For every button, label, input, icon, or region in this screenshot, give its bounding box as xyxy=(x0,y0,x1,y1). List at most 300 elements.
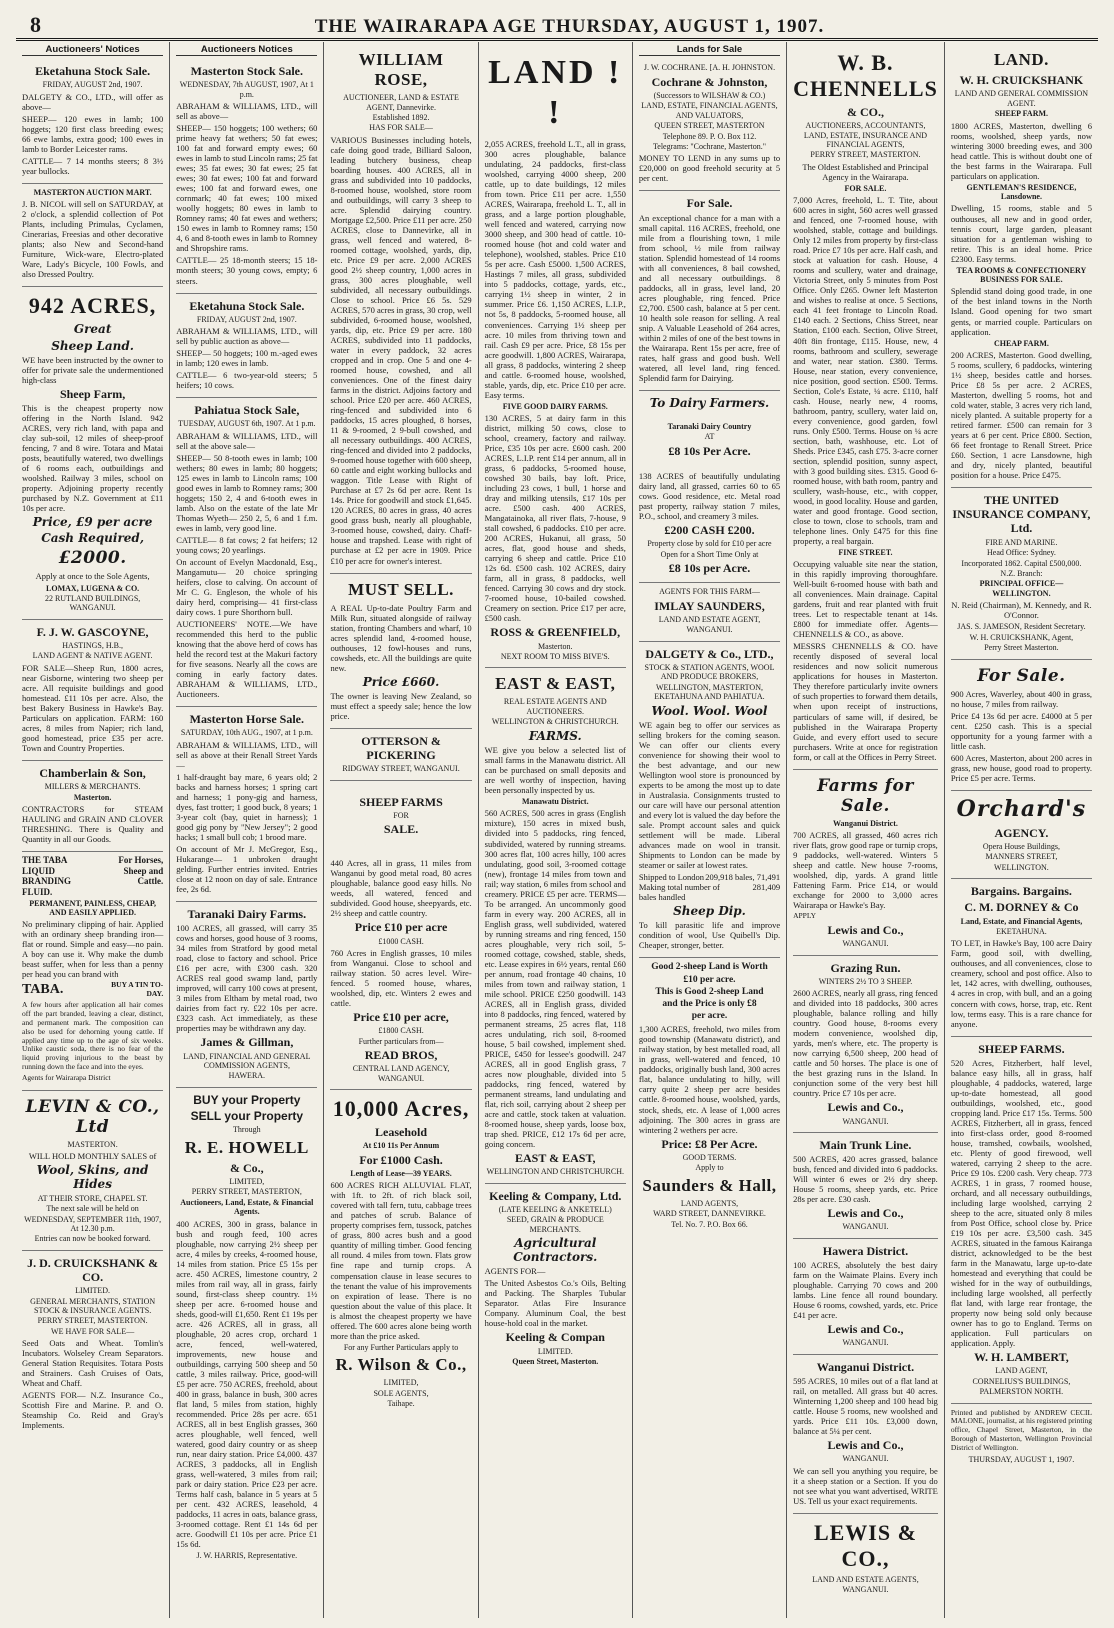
ad-subhead: WELLINGTON, MASTERTON, EKETAHUNA AND PAHIATUA. xyxy=(654,682,765,702)
ad-subhead: Length of Lease—39 YEARS. xyxy=(350,1168,452,1178)
ad-agent: IMLAY SAUNDERS, xyxy=(654,598,765,613)
ad-headline: SELL your Property xyxy=(190,1108,304,1123)
stats-value: 281,409 xyxy=(752,882,781,893)
ad-body: AGENTS FOR— N.Z. Insurance Co., Scottish Fire and Marine. P. and O. Steamship Co. Reid and Gray's Implements. xyxy=(22,1390,164,1431)
spacer xyxy=(639,412,780,421)
section-head: Auctioneers' Notices xyxy=(22,44,163,56)
ad-body: On account of Mr J. McGregor, Esq., Hukarange— 1 unbroken draught gelding. Further entries invited. Entries close at 12 noon on day of sale. Entrance fee, 2s 6d. xyxy=(176,843,318,895)
ad-for-sale xyxy=(639,191,780,390)
ad-body: 600 Acres, Masterton, about 200 acres in grass, new house, good road to property. Price £5 per acre. Terms. xyxy=(950,752,1093,783)
ad-subhead: N.Z. Branch: xyxy=(1000,568,1043,578)
ad-body: SHEEP— 50 hoggets; 100 m.-aged ewes in lamb; 120 ewes in lamb. xyxy=(176,348,318,369)
ad-body: The Oldest Established and Principal Agency in the Wairarapa. xyxy=(802,161,929,182)
ad-sheep-farms xyxy=(951,1037,1092,1404)
ad-east-east xyxy=(485,668,626,1183)
ad-body: We can sell you anything you require, be it a sheep station or a Section. If you do not see what you want advertised, WRITE US. Tell us your exact requirements. xyxy=(793,1465,938,1506)
ad-body: 700 ACRES, all grassed, 460 acres rich river flats, grow good rape or turnip crops, 9 paddocks, well-watered. Winters 5 sheep and cattle. New house 7-rooms, woolshed, dip, yards. A grand little Fattening Farm. Price £14, or would exchange for 2000 to 3,000 acres Wairarapa or Hawke's Bay. xyxy=(793,830,938,911)
ad-title: AGENCY. xyxy=(994,825,1049,840)
ad-body: CATTLE— 6 two-year-old steers; 5 heifers; 10 cows. xyxy=(176,370,318,391)
ad-body: 2600 ACRES, nearly all grass, ring fenced and divided into 18 paddocks, 300 acres ploughable, balance rolling and hilly country. Good house, 8-rooms every modern convenience, woolshed dip, yards, men's where, etc. The property is now carrying 6,500 sheep, 200 head of cattle and 50 horses. The place is one of the best grazing runs in the Island. In conjunction some of the very best hill country. Price £7 10s per acre. xyxy=(793,988,938,1099)
ad-subhead: FOR xyxy=(393,810,409,820)
ad-must-sell xyxy=(330,574,471,729)
spacer xyxy=(639,460,780,469)
ad-town: EKETAHUNA. xyxy=(996,926,1047,936)
ad-headline: LAND ! ! xyxy=(488,54,623,132)
ad-body: For any Further Particulars apply to xyxy=(343,1342,459,1352)
ad-subhead: AGENTS FOR THIS FARM— xyxy=(659,587,760,597)
masthead xyxy=(16,8,1098,41)
taba-left: THE TABA LIQUID BRANDING FLUID. xyxy=(22,855,72,897)
taba-brand xyxy=(22,981,163,999)
ad-william-rose xyxy=(330,44,471,574)
ad-body: J. B. NICOL will sell on SATURDAY, at 2 o'clock, a splendid collection of Pot Plants, including Primulas, Cyclamen, Cinerarias, Freesias and other decorative plants; also New and Second-hand Furniture, Wick-ware, Electro-plated Ware, Lady's Bicycle, 100 Fowls, and also Dressed Poultry. xyxy=(22,199,164,280)
ad-body: MONEY TO LEND in any sums up to £20,000 on good freehold security at 5 per cent. xyxy=(638,153,781,184)
column-6 xyxy=(787,42,945,1618)
ad-farms-for-sale xyxy=(793,770,938,956)
ad-price: Price £10 per acre xyxy=(354,920,448,935)
ad-body: To kill parasitic life and improve condition of wool, Use Quibell's Dip. Cheaper, stronger, better. xyxy=(638,920,781,951)
ad-subhead: WELLINGTON & CHRISTCHURCH. xyxy=(491,717,619,727)
ad-gascoyne xyxy=(22,620,163,761)
ad-price: £2000. xyxy=(58,548,127,569)
ad-body: ABRAHAM & WILLIAMS, LTD., will sell as above— xyxy=(176,101,318,122)
ad-subhead: GENTLEMAN'S RESIDENCE, Lansdowne. xyxy=(966,182,1077,202)
ad-body: Seed Oats and Wheat. Tomlin's Incubators. Wolseley Cream Separators. General Station Requisites. Totara Posts and Strainers. Cash Cruises of Oats, Wheat and Chaff. xyxy=(22,1338,164,1389)
ad-body: 138 ACRES of beautifully undulating dairy land, all grassed, carries 60 to 65 cows. Good residence, etc. Metal road past property, railway station 7 miles, P.O., school, and creamery 3 miles. xyxy=(638,471,781,522)
ad-levin xyxy=(22,1091,163,1251)
ad-subhead: LAND AGENT & NATIVE AGENT. xyxy=(32,651,153,661)
ad-title: Pahiatua Stock Sale, xyxy=(194,403,300,418)
ad-subhead: Manawatu District. xyxy=(521,797,589,807)
ad-body: The owner is leaving New Zealand, so must effect a speedy sale; hence the low price. xyxy=(330,690,472,721)
ad-sheep-farms xyxy=(330,781,471,1091)
ad-subhead: HASTINGS, H.B., xyxy=(62,640,123,650)
ad-headline: 942 ACRES, xyxy=(28,293,157,319)
ad-imlay-saunders xyxy=(639,583,780,641)
ad-subhead: Head Office: Sydney. xyxy=(986,548,1056,558)
ad-address: PERRY STREET, MASTERTON, xyxy=(191,1187,302,1197)
ad-title: To Dairy Farmers. xyxy=(649,395,770,410)
ad-body: 2,055 ACRES, freehold L.T., all in grass, 300 acres ploughable, balance undulating, 24 paddocks, first-class woolshed, carrying 4000 sheep, 200 cattle, up to date buildings, 12 miles from town. Price £11 per acre. 1,550 ACRES, Wairarapa, freehold L. T., all in grass, and a large portion ploughable, well fenced and watered, carrying now 3000 sheep, and 300 head of cattle. 10-roomed house (hot and cold water and telephone), woolshed, stables. Price £10 5s per acre. Cash £5000. 1,500 ACRES, Hastings 7 miles, all grass, subdivided into 5 paddocks, cottage, yards, etc., carrying 1½ sheep in winter, 2 in summer. Price £6. 1,150 ACRES, L.I.P., not 5s, 8 paddocks, 5-roomed house, all conveniences. Carrying 1½ sheep per acre. 10 miles from thriving town and rail. Cash £9 per acre. Price, £8 15s per acre goodwill. 1,800 ACRES, Wairarapa, all grass, 8 paddocks, wintering 2 sheep and cattle. 6-roomed house, woolshed, stable, yards, dip, etc. Price £10 per acre. Easy terms. xyxy=(484,139,626,400)
ad-eketahuna-stock-sale xyxy=(22,59,163,184)
ad-body: No preliminary clipping of hair. Applied with an ordinary sheep branding iron—flat or round. Simple and easy—no pain. A boy can use it. Why make the dumb beast suffer, when for less than a penny per head you can brand with xyxy=(22,919,164,980)
ad-agent: Saunders & Hall, xyxy=(642,1175,777,1195)
ad-subhead: Through xyxy=(233,1125,261,1135)
ad-body: 500 ACRES, 420 acres grassed, balance bush, fenced and divided into 6 paddocks. Will winter 6 ewes or 2½ dry sheep. House 5 rooms, sheep yards, etc. Price 28s per acre. £30 cash. xyxy=(793,1154,938,1205)
ad-cruickshank-land xyxy=(951,44,1092,488)
ad-address: PERRY STREET, MASTERTON. xyxy=(37,1316,148,1326)
ad-body: 440 Acres, all in grass, 11 miles from Wanganui by good metal road, 80 acres ploughable, balance good easy hills. No weeds, all watered, fenced and subdivided. Good house, sheepyards, etc. 2½ sheep and cattle country. xyxy=(330,858,472,919)
ad-subhead: LIMITED. xyxy=(75,1286,111,1296)
ad-body: MESSRS CHENNELLS & CO. have recently disposed of several local residences and now solicit numerous applications for houses in Masterton. They therefore particularly invite owners of such properties to forward them details, when upon receipt of instructions, particulars of same will, if desired, be published in the Wairarapa Property Guide, and every effort used to secure purchasers. Write at once for registration form, or call at the Offices in Perry Street. xyxy=(793,641,938,762)
ad-title: Hawera District. xyxy=(822,1243,909,1258)
ad-subhead: WINTERS 2½ TO 3 SHEEP. xyxy=(818,976,913,986)
ad-subhead: TEA ROOMS & CONFECTIONERY BUSINESS FOR SALE. xyxy=(956,265,1087,285)
ad-address: Perry Street Masterton. xyxy=(984,643,1059,653)
ad-title: SHEEP FARMS. xyxy=(978,1041,1065,1056)
ad-body: CATTLE— 8 fat cows; 2 fat heifers; 12 young cows; 20 yearlings. xyxy=(176,534,318,555)
ad-subhead: LAND AGENT, xyxy=(995,1366,1048,1376)
ad-title: THE UNITED INSURANCE COMPANY, Ltd. xyxy=(952,493,1091,536)
ad-title: MUST SELL. xyxy=(348,579,454,599)
ad-body: 560 ACRES, 500 acres in grass (English mixture), 150 acres in mixed bush, divided into 5 paddocks, ring fenced, subdivided, watered by running streams. 300 acres flat, 100 acres hilly, 100 acres undulating, good soil, 3-roomed cottage (new), frontage 14 miles from town and rail; way station, 6 miles from school and creamery. PRICE £5 per acre. TERMS—To be arranged. An uncommonly good farm in every way. 200 ACRES, all in English grass, well subdivided, watered by running streams and ring fenced, 150 acres ploughable, very rich soil, 5-roomed cottage, cowshed, stable, sheds, etc. Lease expires in 6½ years, rental £60 per annum, road frontage 40 chains, 10 miles from town and railway station, 1 mile school. PRICE £250 goodwill. 143 ACRES, all in English grass, divided into 8 paddocks, ring fenced, watered by permanent streams, 25 acres flat, 118 acres undulating, rich soil, 8-roomed house, 5 bail cowshed, implement shed. PRICE, £450 for lessee's goodwill. 247 ACRES, all in good English grass, 7 acres now ploughable, divided into 5 paddocks, ring fenced, watered by permanent streams, land undulating and flat, rich soil, carrying about 2 sheep per acre and cattle, stock taken at valuation. 8-roomed house, sheep yards, loose box, trap shed. PRICE, £12 17s 6d per acre, going concern. xyxy=(484,808,626,1149)
column-3 xyxy=(324,42,478,1618)
ad-address: QUEEN STREET, MASTERTON xyxy=(654,121,765,131)
ad-title: Masterton Horse Sale. xyxy=(189,712,304,727)
ad-body: A few hours after application all hair comes off the part branded, leaving a clear, distinct, and permanent mark. The composition can also be used for dehorning young cattle. If applied any time up to the age of six weeks. Unlike caustic soda, there is no fear of the liquid proving injurious to the beast by running down the face and into the eyes. xyxy=(22,1000,164,1072)
ad-town: WANGANUI. xyxy=(686,625,733,635)
ad-body: 595 ACRES, 10 miles out of a flat land at rail, on metalled. All grass but 40 acres. Winterning 1,200 sheep and 100 head big cattle. House 5 rooms, new woolshed and yards. Price £11 10s. £3,000 down, balance at 5¼ per cent. xyxy=(793,1375,938,1436)
ad-subhead: LAND AND GENERAL COMMISSION AGENT. xyxy=(954,89,1089,108)
ad-title: SALE. xyxy=(383,822,419,837)
ad-cash: £1000 CASH. xyxy=(378,936,424,946)
ad-title: & Co., xyxy=(229,1160,264,1175)
ad-headline: Good 2-sheep Land is Worth xyxy=(651,962,768,973)
ad-title: Eketahuna Stock Sale. xyxy=(35,64,151,79)
ad-price: Price £10 per acre, xyxy=(353,1010,449,1025)
ad-subhead: SEED, GRAIN & PRODUCE MERCHANTS. xyxy=(506,1215,604,1234)
ad-subhead: Agricultural Contractors. xyxy=(513,1236,598,1265)
ad-subhead: LAND, ESTATE, FINANCIAL AGENTS, AND VALUATORS, xyxy=(641,101,778,120)
ad-title: Farms for Sale. xyxy=(817,775,914,816)
ad-subhead: FOR SALE. xyxy=(844,183,887,193)
ad-town: MASTERTON. xyxy=(67,1139,118,1149)
ad-town: Masterton. xyxy=(73,792,112,802)
ad-town: HAWERA. xyxy=(228,1071,266,1081)
ad-agent: W. H. LAMBERT, xyxy=(974,1350,1069,1365)
ad-phone: Tel. No. 7. P.O. Box 66. xyxy=(671,1219,748,1229)
ad-orchards-agency xyxy=(951,791,1092,879)
section-head: Auctioneers Notices xyxy=(176,44,317,56)
ad-town: WELLINGTON. xyxy=(994,862,1049,872)
ad-cash: £1800 CASH. xyxy=(378,1026,424,1036)
ad-942-acres xyxy=(22,287,163,619)
ad-body: 760 Acres in English grasses, 10 miles from Wanganui. Close to school and railway station. 50 acres level. Wire-fenced. 5 roomed house, whares, woolshed, dip, etc. Winters 2 ewes and cattle. xyxy=(330,948,472,1009)
ad-subhead: HAS FOR SALE— xyxy=(369,123,433,133)
ad-title: SHEEP FARMS xyxy=(359,794,443,809)
imprint-text: Printed and published by ANDREW CECIL MALONE, journalist, at his registered printing office, Chapel Street, Masterton, in the Borough of Masterton, Wellington Provincial District of Wellington. xyxy=(950,1407,1093,1452)
ad-subhead: LAND AND ESTATE AGENTS, xyxy=(812,1574,919,1584)
ad-subhead: Sheep Farm, xyxy=(59,386,126,401)
ad-subhead: JAS. S. JAMESON, Resident Secretary. xyxy=(957,622,1086,632)
ad-pahiatua-stock-sale xyxy=(176,398,317,707)
ad-chamberlain xyxy=(22,761,163,852)
ad-cochrane-johnston xyxy=(639,59,780,191)
ad-subhead: LIMITED, xyxy=(383,1378,419,1388)
ad-town: WANGANUI. xyxy=(842,1222,889,1232)
imprint xyxy=(951,1404,1092,1471)
ad-subhead: FARMS. xyxy=(528,728,582,743)
ad-subhead: GENERAL MERCHANTS, STATION STOCK & INSURANCE AGENTS. xyxy=(30,1296,156,1315)
ad-dalgety xyxy=(639,642,780,959)
ad-town: WANGANUI. xyxy=(842,939,889,949)
ad-body: On account of Evelyn Macdonald, Esq., Mangamutu— 20 choice springing heifers, close to calving. On account of Mr C. G. Engleson, the whole of his dairy herd, comprising— 41 first-class dairy cows. 1 pure Shorthorn bull. xyxy=(176,556,318,618)
ad-body: WE again beg to offer our services as selling brokers for the coming season. We can offer our clients every convenience for showing their wool to the best advantage, and our new Wellington wool store is pronounced by experts to be among the most up to date in Australasia. Consignments trusted to our care will have our personal attention and every lot is valued the day before the sale. Prompt account sales and quick settlement will be made. Liberal advances made on wool in transit. Shipments to London can be made by steamer or sailer at lowest rates. xyxy=(638,719,781,871)
ad-body: ABRAHAM & WILLIAMS, LTD., will sell by public auction as above— xyxy=(176,326,318,347)
ad-body: 520 Acres, Fitzherbert, half level, balance easy hills, all in grass, half ploughable, 4 paddocks, watered, large up-to-date homestead, all good outbuildings, woolshed, etc., good cropping land. Price £17 15s. Terms. 500 ACRES, Fitzherbert, all in grass, fenced into first-class order, good 8-roomed house, tramshed, cowbails, woolshed, etc. Plenty of good firewood, well watered, carrying 2 sheep to the acre. Price £9 10s. £200 cash. Very cheap. 773 ACRES, 1 in grass, 7 roomed house, orchard, and all necessary outbuildings, including large woolshed, carrying 2 sheep to the acre, situated only 8 miles from Post Office, school close by. Price £19 10s per acre. £3,500 cash. 345 ACRES, situated in the famous Kairanga district, acknowledged to be the best farm in the Manawatu, large up-to-date homestead and everything that could be wished for in the way of outbuildings, including large woolshed, all perfectly flat land, with large rear frontage, the property now being sold only because owner has to go to England. Terms on application. Full particulars on application. Apply. xyxy=(950,1057,1093,1349)
ad-subhead: REAL ESTATE AGENTS AND AUCTIONEERS. xyxy=(503,697,607,716)
ad-agent: Keeling & Compan xyxy=(505,1330,605,1345)
ad-body: SHEEP— 150 hoggets; 100 wethers; 60 prime heavy fat wethers; 50 fat ewes; 100 fat and forward empty ewes; 60 ewes in lamb to stud Lincoln rams; 25 fat ewes; 35 fat ewes; 30 fat ewes; 25 fat ewes; 30 fat ewes; 100 fat and forward ewes; 100 fat and forward ewes, one cornmark; 40 fat ewes; 100 mixed woolly hoggets; 80 ewes in lamb to Romney rams; 40 fat ewes and wethers; 150 ewes in lamb to Romney rams; 150 4, 6 and 8-tooth ewes in lamb to Romney and Shropshire rams. xyxy=(176,123,318,254)
column-4 xyxy=(479,42,633,1618)
newspaper-title: THE WAIRARAPA AGE THURSDAY, AUGUST 1, 1907. xyxy=(314,16,825,37)
ad-subhead: Leasehold xyxy=(375,1125,428,1140)
ad-title: MASTERTON AUCTION MART. xyxy=(33,187,152,197)
ad-town: WANGANUI. xyxy=(842,1338,889,1348)
ad-subhead: Incorporated 1862. Capital £500,000. xyxy=(961,558,1082,568)
ad-good-2-sheep-land xyxy=(639,958,780,1235)
ad-10000-acres xyxy=(330,1090,471,1414)
ad-town: WANGANUI. xyxy=(842,1116,889,1126)
ad-headline: £10 per acre. xyxy=(683,974,736,985)
ad-title: Keeling & Company, Ltd. xyxy=(489,1188,622,1203)
ad-town: Taihape. xyxy=(387,1398,415,1408)
ad-taranaki-dairy-farms xyxy=(176,902,317,1088)
ad-subhead: SOLE AGENTS, xyxy=(373,1388,429,1398)
ad-body: 7,000 Acres, freehold, L. T. Tite, about 600 acres in sight, 560 acres well grassed and fenced, one 7-roomed house, with woolshed, stable, cottage and buildings. Only 12 miles from property by first-class road. Price £7 10s per acre. Half cash, and stock at valuation for cash. House, 4 rooms and scullery, water and drainage, Victoria Street, only 5 minutes from Post Office. Only £265. Owner left Masterton and wishes to realise at once. 5 Sections, each 41 feet frontage to Lincoln Road. £140 each. 2 Sections, Chiss Street, near Station, £100 each. Section, Olive Street, 40ft 8in frontage, £115. House, new, 4 rooms, bathroom and scullery, sewerage and water, near station. £380. Terms. House, near station, every convenience, nice position, good section. £500. Terms. Section, Cole's Estate, ¼ acre. £110, half cash. House, nearly new, 4 rooms, bathroom, pantry, scullery, water laid on, every convenience, good garden, fowl runs. Only £500. Terms. House on ¼ acre section, bath, washhouse, etc. Lot of Sheds. Price £345, cash £75. 3-acre corner section, splendid position, sunny aspect, with 3 good building sites. £315. Good 6-roomed house, with bath room, pantry and scullery, wash-house, etc., with copper, wood, in good locality. House and garden, water and good frontage. Good section, close to town, close to schools, tram and telephone lines. Only £475 for this fine property, a real bargain. xyxy=(793,195,938,546)
ad-lewis-co xyxy=(793,1514,938,1601)
ad-agent: Lewis and Co., xyxy=(827,1437,904,1452)
ad-hawera-district xyxy=(793,1239,938,1355)
ad-body: WE give you below a selected list of small farms in the Manawatu district. All can be purchased on small deposits and are well worthy of inspection, having been personally inspected by us. xyxy=(484,744,626,795)
ad-agent: EAST & EAST, xyxy=(514,1150,596,1165)
ad-agent: READ BROS, xyxy=(364,1048,438,1063)
ad-date: FRIDAY, AUGUST 2nd, 1907. xyxy=(42,80,143,90)
ad-body: 400 ACRES, 300 in grass, balance in bush and rough feed, 100 acres ploughable, now carrying 2½ sheep per acre, 4 miles by creeks, 4-roomed house, 14 miles from station. Price £5 15s per acre. 450 ACRES, limestone country, 2 miles from rail way, all in grass, fairly sound, first-class sheep country. 1½ sheep per acre. 6-roomed house and sheds, good-will £1,650. Rent £1 19s per acre. 426 ACRES, all in grass, all ploughable, 20 acres crop, orchard 1 acre, fenced, well-watered, improvements, new house and outbuildings, carrying 500 sheep and 50 cattle, 3 miles railway. Price, good-will £5 per acre. 750 ACRES, freehold, about 400 in grass, balance in bush, 300 acres flat land, 5 miles from station, highly recommended. Price 28s per acre. 651 ACRES, all in best English grasses, 360 acres ploughable, well fenced, well watered, good dairy country or as sheep run, near dairy station. Price £4,000. 437 ACRES, 3 paddocks, all in English grass, well-watered, 3 miles from rail; park or dairy station. Price £23 per acre. Terms half cash, balance in 5 years at 5 per cent. 432 ACRES, leasehold, 4 paddocks, 11 acres in oats, balance grass, 3-roomed cottage. Rent £1 14s 6d per acre. Goodwill £1 10s per acre. Price £1 15s 6d. xyxy=(176,1218,318,1550)
ad-body: This is the cheapest property now offering in the North Island. 942 ACRES, very rich land, with papa and clay sub-soil, 12 miles of sheep-proof fencing, 7 and 8 wire. Totara and Matai posts, beautifully watered, two dwellings of 6 rooms each, outbuildings and woolshed. Railway 3 miles, school on property. Adjoining property recently purchased by N.Z. Government at £11 10s per acre. xyxy=(22,402,164,514)
ad-body: CATTLE— 25 18-month steers; 15 18-month steers; 30 young cows, empty; 6 steers. xyxy=(176,255,318,286)
ad-subhead: LIMITED, xyxy=(229,1176,265,1186)
ad-body: DALGETY & CO., LTD., will offer as above— xyxy=(22,91,164,112)
ad-phone: Telephone 89. P. O. Box 112. xyxy=(662,131,757,141)
ad-title: WILLIAM ROSE, xyxy=(358,50,444,90)
taba-tagline: PERMANENT, PAINLESS, CHEAP, AND EASILY APPLIED. xyxy=(29,898,156,917)
ad-subhead: WE HAVE FOR SALE— xyxy=(51,1326,135,1336)
ad-title: R. E. HOWELL xyxy=(184,1137,309,1157)
ad-agent: James & Gillman, xyxy=(200,1035,294,1050)
ad-body: AUCTIONEERS' NOTE.—We have recommended this herd to the public knowing that the above herd of cows has held the record test at the Makuri factory for five seasons. Nearly all the cows are coming in early factory dates. ABRAHAM & WILLIAMS, LTD., Auctioneers. xyxy=(176,619,318,700)
ad-title: F. J. W. GASCOYNE, xyxy=(36,624,149,639)
ad-body: 100 ACRES, all grassed, will carry 35 cows and horses, good house of 3 rooms, 34 miles from Stratford by good metal road, close to factory and school. Price £16 per acre, with £300 cash. 320 ACRES real good swamp land, partly improved, will carry 100 cows at present, 3 miles from Eltham by metal road, two dairies from fact ry. £22 10s per acre. £323 cash. Act immediately, as these properties may be withdrawn any day. xyxy=(176,923,318,1034)
taba-header xyxy=(22,855,163,897)
ad-masterton-horse-sale xyxy=(176,707,317,902)
ad-body: 1,300 ACRES, freehold, two miles from good township (Manawatu district), and railway station, by best metalled road, all in grass, well-watered and fenced, 10 paddocks, originally bush land, 300 acres flat, balance undulating to hilly, will carry quite 2 sheep per acre besides cattle. 8-roomed house, woolshed, yards, stock, sheds, etc. A lease of 1,000 acres adjoining. The 300 acres in grass are wintering 2 wethers per acre. xyxy=(638,1024,781,1135)
ad-address: RIDGWAY STREET, WANGANUI. xyxy=(342,764,460,774)
ad-title: & CO., xyxy=(846,104,884,119)
ad-subhead: LAND AGENTS, xyxy=(680,1198,739,1208)
taba-right: For Horses, Sheep and Cattle. xyxy=(118,855,164,887)
ad-town: PALMERSTON NORTH. xyxy=(979,1387,1064,1397)
ad-body: N. Reid (Chairman), M. Kennedy, and R. O'Connor. xyxy=(951,600,1092,621)
ad-title: Taranaki Dairy Farms. xyxy=(187,907,307,922)
ad-headline: per acre. xyxy=(691,1011,728,1022)
ad-subhead: Land, Estate, and Financial Agents, xyxy=(960,916,1083,926)
ad-subhead: Auctioneers, Land, Estate, & Financial Agents. xyxy=(180,1197,314,1217)
ad-to-dairy-farmers xyxy=(639,391,780,583)
ad-address: Opera House Buildings, xyxy=(982,841,1060,851)
ad-body: Splendid stand doing good trade, in one of the best inland towns in the North Island. Good opening for two smart gents, or married couple. Particulars on application. xyxy=(950,286,1093,337)
ad-subhead: Great xyxy=(73,322,112,337)
ad-body: Apply to xyxy=(695,1163,724,1173)
ad-apply: APPLY xyxy=(793,911,817,921)
ad-body: Dwelling, 15 rooms, stable and 5 outhouses, all new and in good order, tennis court, large garden, pleasant situation for a gentleman wishing to retire. This is an ideal home. Price £2300. Easy terms. xyxy=(950,203,1093,264)
ad-united-insurance xyxy=(951,488,1092,659)
ad-title: J. D. CRUICKSHANK & CO. xyxy=(27,1255,159,1284)
ad-address: CORNELIUS'S BUILDINGS, xyxy=(972,1376,1071,1386)
ad-title: Chamberlain & Son, xyxy=(39,765,146,780)
ad-price: Cash Required, xyxy=(41,531,144,546)
ad-title: DALGETY & Co., LTD., xyxy=(645,646,774,661)
ad-body: Further particulars from— xyxy=(358,1036,444,1046)
ad-subhead: Sheep Dip. xyxy=(673,904,746,919)
ad-eketahuna-stock-sale xyxy=(176,294,317,399)
ad-price: Price £660. xyxy=(362,674,440,689)
ad-signature: J. W. HARRIS, Representative. xyxy=(196,1551,298,1561)
ad-title: For Sale. xyxy=(686,196,733,211)
ad-body: 600 ACRES RICH ALLUVIAL FLAT, with 1ft. to 2ft. of rich black soil, covered with tall fern, tutu, cabbage trees and patches of scrub. Balance of property comprises fern, tussock, patches of grass, 800 acres bush and a good quantity of milling timber. Good fencing all round. 4 miles from town. Flats grow fine rape and turnip crops. A compensation clause in lease secures to the tenant the value of his improvements on expiration of lease. There is no question about the value of this place. It is almost the cheapest property we have offered. The 600 acres alone being worth more than the price asked. xyxy=(330,1180,472,1341)
ad-title: Grazing Run. xyxy=(830,960,901,975)
ad-agents: Agents for Wairarapa District xyxy=(22,1072,111,1082)
ad-telegram: Telegrams: "Cochrane, Masterton." xyxy=(652,141,766,151)
ad-subhead: MILLERS & MERCHANTS. xyxy=(44,782,141,792)
ad-chennells xyxy=(793,44,938,770)
ad-subhead: AUCTIONEERS, ACCOUNTANTS, LAND, ESTATE, INSURANCE AND FINANCIAL AGENTS, xyxy=(803,121,928,149)
ad-title: Masterton Stock Sale. xyxy=(190,64,303,79)
ad-agent: Lewis and Co., xyxy=(827,1322,904,1337)
column-5 xyxy=(633,42,787,1618)
ad-body: WILL HOLD MONTHLY SALES of xyxy=(28,1151,157,1162)
ad-subhead: LAND AND ESTATE AGENT, xyxy=(658,614,761,624)
ad-title: Orchard's xyxy=(956,795,1087,822)
ad-title: W. B. CHENNELLS xyxy=(793,50,938,101)
ad-subhead: (Successors to WILSHAW & CO.) xyxy=(653,90,766,100)
ad-body: ABRAHAM & WILLIAMS, LTD., will sell as above at their Renall Street Yards— xyxy=(176,739,318,770)
ad-headline: 10,000 Acres, xyxy=(332,1096,470,1122)
ad-cash: £200 CASH £200. xyxy=(664,523,755,538)
spacer xyxy=(330,784,471,793)
stats-row xyxy=(639,882,780,902)
ad-body: 1800 ACRES, Masterton, dwelling 6 rooms, woolshed, sheep yards, now wintering 3000 breeding ewes, and 300 head cattle. This is without doubt one of the best farms in the Wairarapa. Full particulars on application. xyxy=(950,120,1093,181)
ad-title: Cochrane & Johnston, xyxy=(651,74,768,89)
ad-body: 900 Acres, Waverley, about 400 in grass, no house, 7 miles from railway. xyxy=(950,688,1093,709)
ad-subhead: CHEAP FARM. xyxy=(993,338,1049,348)
ad-bargains xyxy=(951,879,1092,1036)
ad-subhead: PRINCIPAL OFFICE—WELLINGTON. xyxy=(979,579,1064,598)
ad-headline: BUY your Property xyxy=(193,1092,301,1107)
ad-grazing-run xyxy=(793,956,938,1133)
ad-address: PERRY STREET, MASTERTON. xyxy=(810,150,921,160)
ad-wanganui-district xyxy=(793,1355,938,1514)
ad-subhead: FINE STREET. xyxy=(838,547,893,557)
ad-land xyxy=(485,44,626,668)
stats-value: 209,918 bales, 71,491 xyxy=(705,872,781,883)
ad-subhead: Wool, Skins, and Hides xyxy=(36,1163,149,1192)
ad-main-trunk-line xyxy=(793,1133,938,1239)
ad-body: CONTRACTORS for STEAM HAULING and GRAIN AND CLOVER THRESHING. There is Quality and Quantity in all our Goods. xyxy=(22,804,164,845)
ad-body: 130 ACRES, 5 at dairy farm in this district, milking 50 cows, close to school, creamery, factory and railway. Price, £35 10s per acre. £600 cash. 200 ACRES, L.I.P. rent £14 per annum, all in grass, 6 paddocks, 5-roomed house, cowshed 30 bails, bay loft. Price, including 23 cows, 1 bull, 1 horse and dray and milking utensils, £17 10s per acre. £500 cash. 400 ACRES, Mangatainoka, all river flats, 7-house, 9 stall cowshed, 6 paddocks. £10 per acre. 200 ACRES, Hukanui, all grass, 50 acres, flat, good house and sheds, carrying 6 sheep and cattle. Price £10 12s 6d. £500 cash. 102 ACRES, dairy farm, all in grass, 8 paddocks, well fenced. Carrying 30 cows and dry stock. 7-roomed house, 10-bailed cowshed. Creamery on section. Price £17 per acre, £500 cash. xyxy=(484,413,626,624)
ad-body: CATTLE— 7 14 months steers; 8 3½ year bullocks. xyxy=(22,155,164,176)
ad-body: TO LET, in Hawke's Bay, 100 acre Dairy Farm, good soil, with dwelling, outhouses, and all conveniences, close to creamery, school and post office. Also to let, 142 acres, with dwelling, outhouses, 4 acres in crop, with bull, and an a going concern with cows, horse, trap, etc. Rent low, terms easy. This is a rare chance for anyone. xyxy=(950,938,1093,1029)
ad-title: Wanganui District. xyxy=(816,1359,915,1374)
ad-body: Apply at once to the Sole Agents, xyxy=(35,571,150,582)
ad-subhead: AT xyxy=(704,432,715,442)
ad-title: W. H. CRUICKSHANK xyxy=(959,73,1084,88)
ad-subhead: AUCTIONEER, LAND & ESTATE AGENT, Dannevirke. xyxy=(343,93,459,112)
ad-taba xyxy=(22,852,163,1091)
ad-body: VARIOUS Businesses including hotels, cafe doing good trade, Billiard Saloon, leading butchery business, cheap boarding houses. 400 ACRES, all in grass and subdivided into 10 paddocks, 8-roomed house, woolshed, store room and outbuildings, will carry 3 sheep to acre. Splendid dairying country. Mortgage £2,500. Price £11 per acre. 250 ACRES, close to Dannevirke, all in grass, well fenced and watered, 8-roomed cottage, woolshed, yards, dip, etc. Price £9 per acre. 2,000 ACRES good 2½ sheep country, 1,000 acres in grass, 300 acres ploughable, well subdivided, all necessary outbuildings. Close to school. Price £6 5s. 529 ACRES, 570 acres in grass, 30 crop, well subdivided, 6-roomed house, woolshed, yards, dip, etc. Price £9 per acre. 180 ACRES, subdivided into 11 paddocks, water in every paddock, 32 acres cropped and in crop. One 5 and one 4-roomed house, cowshed, and all conveniences. One of the finest dairy farms in the district. Adjoins factory and school. Price £20 per acre. 460 ACRES, ring-fenced and subdivided into 6 paddocks, 15 acres ploughed, 8 horses, 11 & 9-roomed, 2 9-bull cowshed, and all necessary outbuildings. 400 ACRES, ring-fenced and divided into 2 paddocks, 9-roomed house together with 600 sheep, 60 cattle and eight working bullocks and waggon. Title Lease with Right of Purchase at £7 2s 6d per acre. Rent 1s 14s. Price for goodwill and stock £1,645. 120 ACRES, 80 acres in grass, 40 acres good grass bush, nearly all ploughable, 3-roomed house, cowshed, dairy. Chaff-house and trapshed. Lease with right of purchase at £2 per acre in 1909. Price £10 per acre for owner's interest. xyxy=(330,134,472,566)
ad-body: SHEEP— 50 8-tooth ewes in lamb; 100 wethers; 80 ewes in lamb; 80 hoggets; 125 ewes in lamb to Lincoln rams; 100 good ewes in lamb to Romney rams; 300 hoggets; 150 2, 4 and 6-tooth ewes in lamb. Also on the estate of the late Mr Thomas Wyeth— 250 2, 5, 6 and 1 f.m. ewes in lamb, very good line. xyxy=(176,452,318,533)
ad-headline: LAND. xyxy=(993,50,1049,69)
taba-buy: BUY A TIN TO-DAY. xyxy=(111,980,164,999)
ad-title: Bargains. Bargains. xyxy=(970,884,1072,899)
ad-for-sale xyxy=(951,660,1092,791)
ad-agent: W. H. CRUICKSHANK, Agent, xyxy=(969,632,1074,642)
ad-title: LEVIN & CO., Ltd xyxy=(25,1096,160,1137)
ad-subhead: WELLINGTON AND CHRISTCHURCH. xyxy=(486,1167,624,1177)
ad-body: An exceptional chance for a man with a small capital. 116 ACRES, freehold, one mile from a flourishing town, 1 mile from school, ½ mile from railway station. Splendid homestead of 14 rooms with all conveniences, 8 bail cowshed, and all necessary outbuildings. 8 paddocks, all in grass, level land, 20 acres ploughable, ring fenced. Price £2,700. £500 cash, balance at 5 per cent. 10 health sole reason for selling. A real snip. A Valuable Leasehold of 264 acres, within 2 miles of one of the best towns in the Wairarapa. Rent 15s per acre, free of rates, half grass and good bush. Well watered, all level land, ring fenced. Splendid farm for Dairying. xyxy=(638,212,781,383)
ad-agent: Lewis and Co., xyxy=(827,1206,904,1221)
ad-subhead: LIMITED. xyxy=(537,1346,573,1356)
ad-title: EAST & EAST, xyxy=(495,674,616,694)
ad-price: At £10 11s Per Annum xyxy=(362,1141,440,1151)
ad-price: Price: £8 Per Acre. xyxy=(661,1136,758,1151)
ad-body: ABRAHAM & WILLIAMS, LTD., will sell at the above sale— xyxy=(176,430,318,451)
ad-title: LEWIS & CO., xyxy=(813,1519,917,1571)
ad-masterton-stock-sale xyxy=(176,59,317,293)
stats-row xyxy=(639,872,780,882)
stats-label: Shipped to London xyxy=(638,872,705,883)
ad-title: OTTERSON & PICKERING xyxy=(361,733,441,763)
column-2 xyxy=(170,42,324,1618)
ad-town: Masterton. xyxy=(538,641,573,651)
column-1 xyxy=(16,42,170,1618)
ad-cruickshank-co xyxy=(22,1251,163,1438)
ad-subhead: Established 1892. xyxy=(372,112,430,122)
ad-title: Eketahuna Stock Sale. xyxy=(189,298,305,313)
ad-howell xyxy=(176,1088,317,1567)
ad-price: £8 10s Per Acre. xyxy=(668,443,751,458)
stats-label: Making total number of bales handled xyxy=(638,882,720,903)
ad-body: The next sale will be held on xyxy=(46,1204,139,1214)
ad-address: NEXT ROOM TO MISS BIVE'S. xyxy=(500,651,610,661)
ad-masterton-auction-mart xyxy=(22,184,163,288)
ad-date: FRIDAY, AUGUST 2nd, 1907. xyxy=(196,314,297,324)
imprint-date: THURSDAY, AUGUST 1, 1907. xyxy=(968,1454,1075,1464)
ad-body: SHEEP— 120 ewes in lamb; 100 hoggets; 120 first class breeding ewes; 66 ewe lambs, extra good; 100 ewes in lamb to Border Leicester rams. xyxy=(22,113,164,154)
ad-town: WANGANUI. xyxy=(842,1584,889,1594)
ad-body: Entries can now be booked forward. xyxy=(34,1234,151,1244)
taba-name: TABA. xyxy=(22,982,64,998)
ad-body: Occupying valuable site near the station, in this rapidly improving thoroughfare. Well-built 6-roomed house with bath and all conveniences. Main drainage. Capital gardens, fruit and rear planted with fruit trees. Let to respectable tenant at 14s. £800 for immediate offer. Agents—CHENNELLS & CO., as above. xyxy=(793,559,938,640)
ad-price: Price, £9 per acre xyxy=(32,515,153,530)
ad-body: Price £4 13s 6d per acre. £4000 at 5 per cent. £250 cash. This is a special opportunity for a young farmer with a little cash. xyxy=(950,710,1093,751)
ad-subhead: SHEEP FARM. xyxy=(994,109,1049,119)
ad-date: TUESDAY, AUGUST 6th, 1907. At 1 p.m. xyxy=(178,419,316,429)
ad-agent: ROSS & GREENFIELD, xyxy=(490,625,621,640)
ad-body: Open for a Short Time Only at xyxy=(660,549,759,559)
ad-subhead: LAND, FINANCIAL AND GENERAL COMMISSION AGENTS, xyxy=(183,1051,311,1070)
ad-subhead: Wool. Wool. Wool xyxy=(651,703,768,718)
ad-address: 22 RUTLAND BUILDINGS, WANGANUI. xyxy=(44,593,141,613)
ad-body: 100 ACRES, absolutely the best dairy farm on the Waimate Plains. Every inch ploughable. Carrying 70 cows and 200 lambs. Line fence all round boundary. House 6 rooms, cowshed, yards, etc. Price £41 per acre. xyxy=(793,1260,938,1321)
ad-body: 1 half-draught bay mare, 6 years old; 2 backs and harness horses; 1 spring cart and harness; 1 pony-gig and harness, dyes, fast trotter; 1 good buck, 8 years; 1 3-year colt (bay, quiet in harness); 1 good gig pony by "New Jersey"; 2 good hacks; 1 small bull cob; 1 brood mare. xyxy=(176,771,318,842)
ad-title: Main Trunk Line. xyxy=(819,1138,912,1153)
ad-agent: Lewis and Co., xyxy=(827,1100,904,1115)
ad-title: For Sale. xyxy=(977,665,1066,686)
ad-price: £8 10s per Acre. xyxy=(668,561,751,576)
ad-subhead: (LATE KEELING & ANKETELL) xyxy=(498,1204,612,1214)
ad-body: A REAL Up-to-date Poultry Farm and Milk Run, situated alongside of railway station, fronting Chambers and wharf, 10 acres splendid land, 4-roomed house, outhouses, 12 fowl-houses and runs, cowsheds, etc. All the buildings are quite new. xyxy=(330,602,472,673)
